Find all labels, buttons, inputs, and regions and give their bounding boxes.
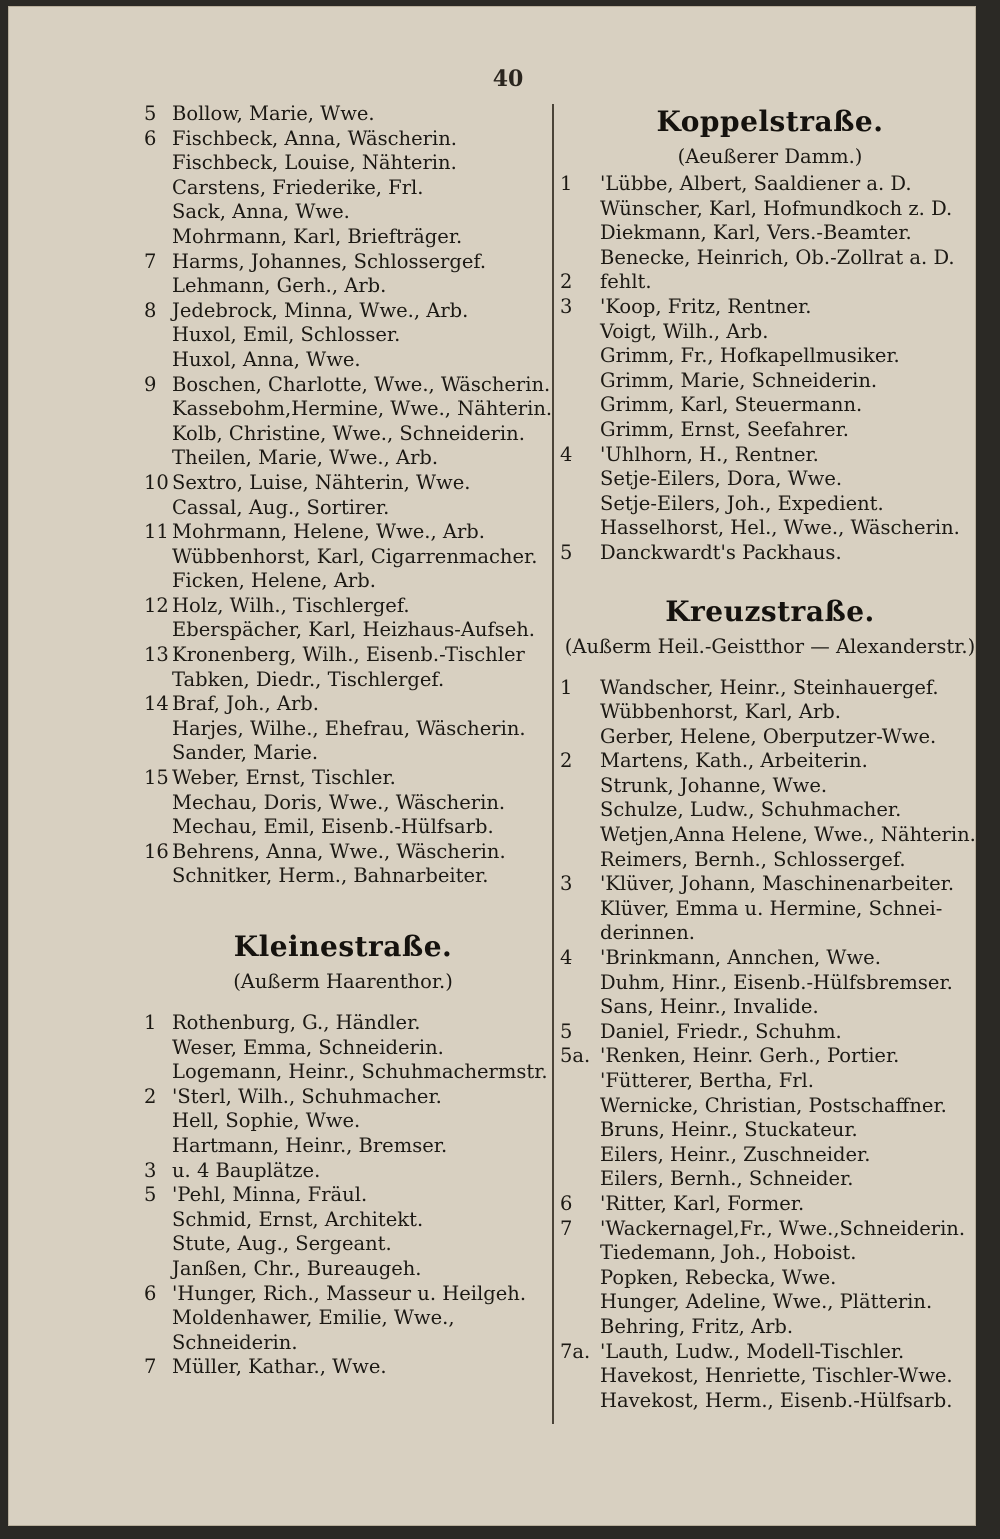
directory-entry <box>138 520 548 545</box>
house-number: 5 <box>560 1019 573 1043</box>
house-number: 4 <box>560 946 573 970</box>
directory-entry <box>560 344 980 369</box>
resident-text: Harms, Johannes, Schlossergef. <box>172 249 487 273</box>
resident-text: 'Lübbe, Albert, Saaldiener a. D. <box>600 172 912 195</box>
resident-text: Tabken, Diedr., Tischlergef. <box>172 667 445 691</box>
resident-text: Schnitker, Herm., Bahnarbeiter. <box>172 864 489 888</box>
resident-text: Rothenburg, G., Händler. <box>172 1011 421 1034</box>
resident-text: Harjes, Wilhe., Ehefrau, Wäscherin. <box>172 716 526 740</box>
section-title-kreuzstrasse: Kreuzstraße. <box>665 594 875 628</box>
resident-text: Wetjen,Anna Helene, Wwe., Nähterin. <box>600 823 976 847</box>
resident-text: Kassebohm,Hermine, Wwe., Nähterin. <box>172 397 553 421</box>
directory-entry <box>560 946 980 971</box>
directory-entry <box>138 299 548 324</box>
directory-entry <box>138 102 548 127</box>
directory-entry <box>560 700 980 725</box>
resident-text: 'Fütterer, Bertha, Frl. <box>600 1069 814 1092</box>
resident-text: Moldenhawer, Emilie, Wwe., <box>172 1306 455 1330</box>
directory-entry <box>138 1208 548 1233</box>
resident-text: Havekost, Herm., Eisenb.-Hülfsarb. <box>600 1388 953 1412</box>
resident-text: Grimm, Ernst, Seefahrer. <box>600 417 849 441</box>
house-number: 3 <box>560 294 573 318</box>
resident-text: Boschen, Charlotte, Wwe., Wäscherin. <box>172 372 551 396</box>
directory-entry <box>560 1143 980 1168</box>
house-number: 9 <box>144 372 157 396</box>
directory-entry <box>560 1241 980 1266</box>
directory-entry <box>560 995 980 1020</box>
house-number: 7a. <box>560 1339 591 1363</box>
house-number: 12 <box>144 593 169 617</box>
directory-entry <box>138 815 548 840</box>
resident-text: 'Wackernagel,Fr., Wwe.,Schneiderin. <box>600 1216 966 1240</box>
house-number: 3 <box>560 872 573 896</box>
directory-entry <box>560 1389 980 1414</box>
directory-entry <box>560 1192 980 1217</box>
directory-entry <box>560 295 980 320</box>
resident-text: Janßen, Chr., Bureaugeh. <box>172 1256 422 1280</box>
house-number: 14 <box>144 692 169 716</box>
house-number: 13 <box>144 643 169 667</box>
resident-text: Voigt, Wilh., Arb. <box>600 319 769 343</box>
directory-entry <box>560 541 980 566</box>
directory-entry <box>560 848 980 873</box>
house-number: 8 <box>144 298 157 322</box>
resident-text: Mechau, Doris, Wwe., Wäscherin. <box>172 790 506 814</box>
resident-text: Tiedemann, Joh., Hoboist. <box>600 1241 857 1265</box>
house-number: 5a. <box>560 1044 591 1068</box>
directory-entry <box>138 668 548 693</box>
directory-entry <box>560 1094 980 1119</box>
directory-entry <box>138 1306 548 1331</box>
section-subtitle-kreuzstrasse: (Außerm Heil.-Geistthor — Alexanderstr.) <box>564 634 976 658</box>
resident-text: Sextro, Luise, Nähterin, Wwe. <box>172 470 471 494</box>
resident-text: Sander, Marie. <box>172 741 319 765</box>
house-number: 6 <box>144 126 157 150</box>
resident-text: Hasselhorst, Hel., Wwe., Wäscherin. <box>600 516 960 540</box>
house-number: 2 <box>560 749 573 773</box>
directory-entry <box>138 643 548 668</box>
directory-entry <box>138 1060 548 1085</box>
house-number: 6 <box>560 1191 573 1215</box>
resident-text: Martens, Kath., Arbeiterin. <box>600 749 868 773</box>
resident-text: Holz, Wilh., Tischlergef. <box>172 593 410 617</box>
right-entries-a <box>560 172 980 566</box>
resident-text: Grimm, Karl, Steuermann. <box>600 393 863 417</box>
directory-entry <box>138 250 548 275</box>
directory-entry <box>138 1257 548 1282</box>
directory-entry <box>138 1036 548 1061</box>
directory-entry <box>560 1315 980 1340</box>
directory-entry <box>138 446 548 471</box>
resident-text: 'Uhlhorn, H., Rentner. <box>600 442 819 466</box>
resident-text: Hell, Sophie, Wwe. <box>172 1109 361 1133</box>
resident-text: Setje-Eilers, Joh., Expedient. <box>600 491 884 515</box>
column-divider <box>552 104 554 1424</box>
resident-text: 'Hunger, Rich., Masseur u. Heilgeh. <box>172 1281 527 1305</box>
directory-entry <box>560 1217 980 1242</box>
left-entries-a <box>138 102 553 889</box>
resident-text: Bruns, Heinr., Stuckateur. <box>600 1118 858 1142</box>
resident-text: Braf, Joh., Arb. <box>172 692 319 716</box>
directory-entry <box>560 872 980 897</box>
directory-entry <box>560 823 980 848</box>
resident-text: Schulze, Ludw., Schuhmacher. <box>600 798 902 822</box>
resident-text: Diekmann, Karl, Vers.-Beamter. <box>600 221 912 245</box>
house-number: 15 <box>144 766 169 790</box>
resident-text: Cassal, Aug., Sortirer. <box>172 495 390 519</box>
directory-entry <box>138 372 551 398</box>
section-title-kleinestrasse: Kleinestraße. <box>233 930 453 963</box>
resident-text: Wandscher, Heinr., Steinhauergef. <box>600 675 939 699</box>
house-number: 7 <box>560 1216 573 1240</box>
directory-entry <box>560 418 980 443</box>
right-entries-b <box>560 676 980 1414</box>
resident-text: Strunk, Johanne, Wwe. <box>600 773 828 797</box>
directory-entry <box>138 1331 548 1356</box>
resident-text: Mohrmann, Helene, Wwe., Arb. <box>172 520 485 544</box>
house-number: 4 <box>560 442 573 466</box>
resident-text: Sans, Heinr., Invalide. <box>600 995 819 1019</box>
directory-entry <box>138 151 548 176</box>
directory-entry <box>560 749 980 774</box>
directory-entry <box>560 725 980 750</box>
directory-entry <box>138 618 548 643</box>
resident-text: Fischbeck, Anna, Wäscherin. <box>172 126 457 150</box>
house-number: 3 <box>144 1158 157 1182</box>
section-subtitle-koppelstrasse: (Aeußerer Damm.) <box>677 145 863 168</box>
resident-text: 'Koop, Fritz, Rentner. <box>600 294 812 318</box>
directory-entry <box>138 1159 548 1184</box>
directory-entry <box>560 393 980 418</box>
resident-text: 'Klüver, Johann, Maschinenarbeiter. <box>600 872 955 896</box>
resident-text: Wübbenhorst, Karl, Arb. <box>600 700 841 724</box>
right-column <box>560 102 980 1413</box>
resident-text: u. 4 Bauplätze. <box>172 1158 321 1182</box>
directory-entry <box>560 798 980 823</box>
directory-entry <box>560 1340 980 1365</box>
directory-entry <box>560 1118 980 1143</box>
resident-text: Mechau, Emil, Eisenb.-Hülfsarb. <box>172 815 494 839</box>
resident-text: 'Pehl, Minna, Fräul. <box>172 1183 368 1207</box>
directory-entry <box>138 545 548 570</box>
directory-entry <box>138 1109 548 1134</box>
directory-entry <box>560 1167 980 1192</box>
resident-text: Danckwardt's Packhaus. <box>600 540 842 564</box>
house-number: 1 <box>560 172 573 195</box>
house-number: 7 <box>144 1355 157 1379</box>
page-number: 40 <box>492 66 524 92</box>
resident-text: Mohrmann, Karl, Briefträger. <box>172 224 463 248</box>
resident-text: Müller, Kathar., Wwe. <box>172 1355 387 1379</box>
directory-entry <box>560 197 980 222</box>
directory-entry <box>138 692 548 717</box>
resident-text: Ficken, Helene, Arb. <box>172 569 376 593</box>
directory-entry <box>560 676 980 701</box>
directory-entry <box>138 1134 548 1159</box>
directory-entry <box>138 1232 548 1257</box>
directory-entry <box>138 1183 548 1208</box>
directory-entry <box>560 1069 980 1094</box>
directory-entry <box>138 471 548 496</box>
directory-entry <box>138 225 548 250</box>
directory-entry <box>560 921 980 946</box>
house-number: 5 <box>144 102 157 125</box>
directory-entry <box>560 320 980 345</box>
directory-entry <box>138 569 548 594</box>
section-title-koppelstrasse: Koppelstraße. <box>656 105 884 138</box>
directory-entry <box>138 348 548 373</box>
resident-text: Jedebrock, Minna, Wwe., Arb. <box>172 298 469 322</box>
resident-text: Hartmann, Heinr., Bremser. <box>172 1133 448 1157</box>
house-number: 6 <box>144 1281 157 1305</box>
resident-text: 'Renken, Heinr. Gerh., Portier. <box>600 1044 900 1068</box>
house-number: 1 <box>560 675 573 699</box>
directory-entry <box>138 176 548 201</box>
resident-text: Carstens, Friederike, Frl. <box>172 175 424 199</box>
directory-entry <box>560 516 980 541</box>
resident-text: 'Sterl, Wilh., Schuhmacher. <box>172 1084 442 1108</box>
directory-entry <box>138 717 548 742</box>
directory-entry <box>138 274 548 299</box>
directory-entry <box>138 766 548 791</box>
resident-text: Eberspächer, Karl, Heizhaus-Aufseh. <box>172 618 535 642</box>
resident-text: fehlt. <box>600 270 652 294</box>
resident-text: Weber, Ernst, Tischler. <box>172 766 396 790</box>
directory-entry <box>560 246 980 271</box>
resident-text: Kronenberg, Wilh., Eisenb.-Tischler <box>172 643 525 667</box>
section-subtitle-kleinestrasse: (Außerm Haarenthor.) <box>233 970 453 993</box>
directory-entry <box>138 127 548 152</box>
directory-page <box>8 6 976 1526</box>
resident-text: Hunger, Adeline, Wwe., Plätterin. <box>600 1290 933 1314</box>
house-number: 11 <box>144 520 169 544</box>
directory-entry <box>560 774 980 799</box>
resident-text: Behrens, Anna, Wwe., Wäscherin. <box>172 839 506 863</box>
directory-entry <box>560 492 980 517</box>
house-number: 2 <box>144 1084 157 1108</box>
resident-text: Stute, Aug., Sergeant. <box>172 1232 392 1256</box>
resident-text: Logemann, Heinr., Schuhmachermstr. <box>172 1060 548 1084</box>
resident-text: Grimm, Fr., Hofkapellmusiker. <box>600 344 900 368</box>
directory-entry <box>560 1044 980 1069</box>
resident-text: Lehmann, Gerh., Arb. <box>172 274 387 298</box>
directory-entry <box>560 467 980 492</box>
directory-entry <box>138 323 548 348</box>
directory-entry <box>138 200 548 225</box>
resident-text: Wünscher, Karl, Hofmundkoch z. D. <box>600 196 953 220</box>
directory-entry <box>138 1355 548 1380</box>
directory-entry <box>560 369 980 394</box>
resident-text: Sack, Anna, Wwe. <box>172 200 350 224</box>
resident-text: derinnen. <box>600 921 695 945</box>
house-number: 1 <box>144 1011 157 1034</box>
resident-text: Wübbenhorst, Karl, Cigarrenmacher. <box>172 544 538 568</box>
house-number: 7 <box>144 249 157 273</box>
directory-entry <box>560 1266 980 1291</box>
directory-entry <box>560 443 980 468</box>
resident-text: Kolb, Christine, Wwe., Schneiderin. <box>172 421 525 445</box>
resident-text: Duhm, Hinr., Eisenb.-Hülfsbremser. <box>600 970 953 994</box>
resident-text: Huxol, Anna, Wwe. <box>172 347 361 371</box>
directory-entry <box>560 1364 980 1389</box>
resident-text: Fischbeck, Louise, Nähterin. <box>172 151 457 175</box>
resident-text: Daniel, Friedr., Schuhm. <box>600 1019 842 1043</box>
resident-text: Behring, Fritz, Arb. <box>600 1314 794 1338</box>
resident-text: Bollow, Marie, Wwe. <box>172 102 375 125</box>
house-number: 5 <box>144 1183 157 1207</box>
resident-text: Eilers, Bernh., Schneider. <box>600 1167 854 1191</box>
directory-entry <box>138 397 553 422</box>
resident-text: Huxol, Emil, Schlosser. <box>172 323 401 347</box>
house-number: 2 <box>560 270 573 294</box>
directory-entry <box>560 1290 980 1315</box>
directory-entry <box>138 791 548 816</box>
directory-entry <box>138 1282 548 1307</box>
resident-text: Setje-Eilers, Dora, Wwe. <box>600 467 843 491</box>
resident-text: 'Lauth, Ludw., Modell-Tischler. <box>600 1339 905 1363</box>
directory-entry <box>138 496 548 521</box>
resident-text: Theilen, Marie, Wwe., Arb. <box>172 446 439 470</box>
directory-entry <box>138 594 548 619</box>
directory-entry <box>138 1011 548 1036</box>
resident-text: Reimers, Bernh., Schlossergef. <box>600 847 906 871</box>
resident-text: 'Brinkmann, Annchen, Wwe. <box>600 946 881 970</box>
directory-entry <box>560 1020 980 1045</box>
resident-text: Popken, Rebecka, Wwe. <box>600 1265 837 1289</box>
directory-entry <box>138 840 548 865</box>
resident-text: Weser, Emma, Schneiderin. <box>172 1035 444 1059</box>
resident-text: Schneiderin. <box>172 1330 298 1354</box>
directory-entry <box>560 172 980 197</box>
directory-entry <box>138 422 548 447</box>
directory-entry <box>560 897 980 922</box>
house-number: 16 <box>144 839 169 863</box>
left-entries-b <box>138 1011 548 1380</box>
resident-text: 'Ritter, Karl, Former. <box>600 1191 805 1215</box>
directory-entry <box>560 971 980 996</box>
resident-text: Klüver, Emma u. Hermine, Schnei- <box>600 896 943 920</box>
resident-text: Havekost, Henriette, Tischler-Wwe. <box>600 1364 953 1388</box>
directory-entry <box>138 741 548 766</box>
left-column <box>138 102 553 1380</box>
directory-entry <box>560 270 980 295</box>
resident-text: Gerber, Helene, Oberputzer-Wwe. <box>600 724 937 748</box>
resident-text: Eilers, Heinr., Zuschneider. <box>600 1142 871 1166</box>
directory-entry <box>138 1085 548 1110</box>
directory-entry <box>560 221 980 246</box>
house-number: 10 <box>144 470 169 494</box>
resident-text: Grimm, Marie, Schneiderin. <box>600 368 878 392</box>
resident-text: Benecke, Heinrich, Ob.-Zollrat a. D. <box>600 245 955 269</box>
resident-text: Wernicke, Christian, Postschaffner. <box>600 1093 947 1117</box>
resident-text: Schmid, Ernst, Architekt. <box>172 1207 424 1231</box>
house-number: 5 <box>560 540 573 564</box>
directory-entry <box>138 864 548 889</box>
